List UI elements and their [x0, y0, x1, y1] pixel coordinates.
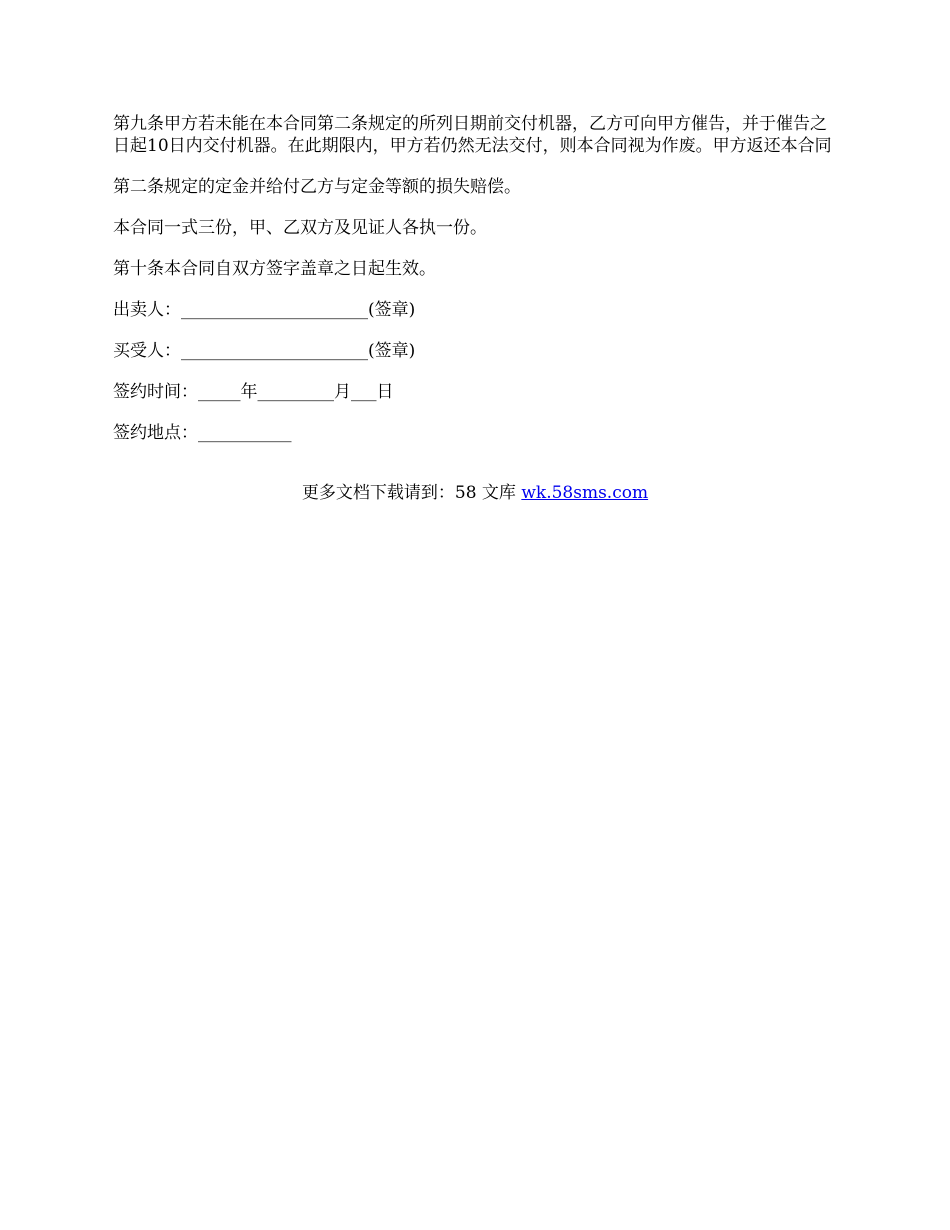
buyer-signature-line: 买受人：______________________(签章) [113, 341, 416, 361]
footer-text: 更多文档下载请到：58 文库 [301, 483, 522, 503]
footer-site-link[interactable]: wk.58sms.com [521, 483, 649, 503]
footer-line [302, 482, 648, 504]
signing-date-line: 签约时间：_____年_________月___日 [113, 382, 394, 402]
clause-ten-paragraph: 第十条本合同自双方签字盖章之日起生效。 [113, 259, 436, 279]
document-body [113, 113, 841, 463]
seller-signature-line: 出卖人：______________________(签章) [113, 300, 416, 320]
deposit-compensation-paragraph: 第二条规定的定金并给付乙方与定金等额的损失赔偿。 [113, 177, 521, 197]
clause-nine-paragraph: 第九条甲方若未能在本合同第二条规定的所列日期前交付机器，乙方可向甲方催告，并于催告之日起10日内交付机器。在此期限内，甲方若仍然无法交付，则本合同视为作废。甲方返还本合同 [113, 114, 832, 156]
download-footer [0, 482, 950, 504]
signing-place-line: 签约地点：___________ [113, 423, 292, 443]
copies-paragraph: 本合同一式三份，甲、乙双方及见证人各执一份。 [113, 218, 487, 238]
